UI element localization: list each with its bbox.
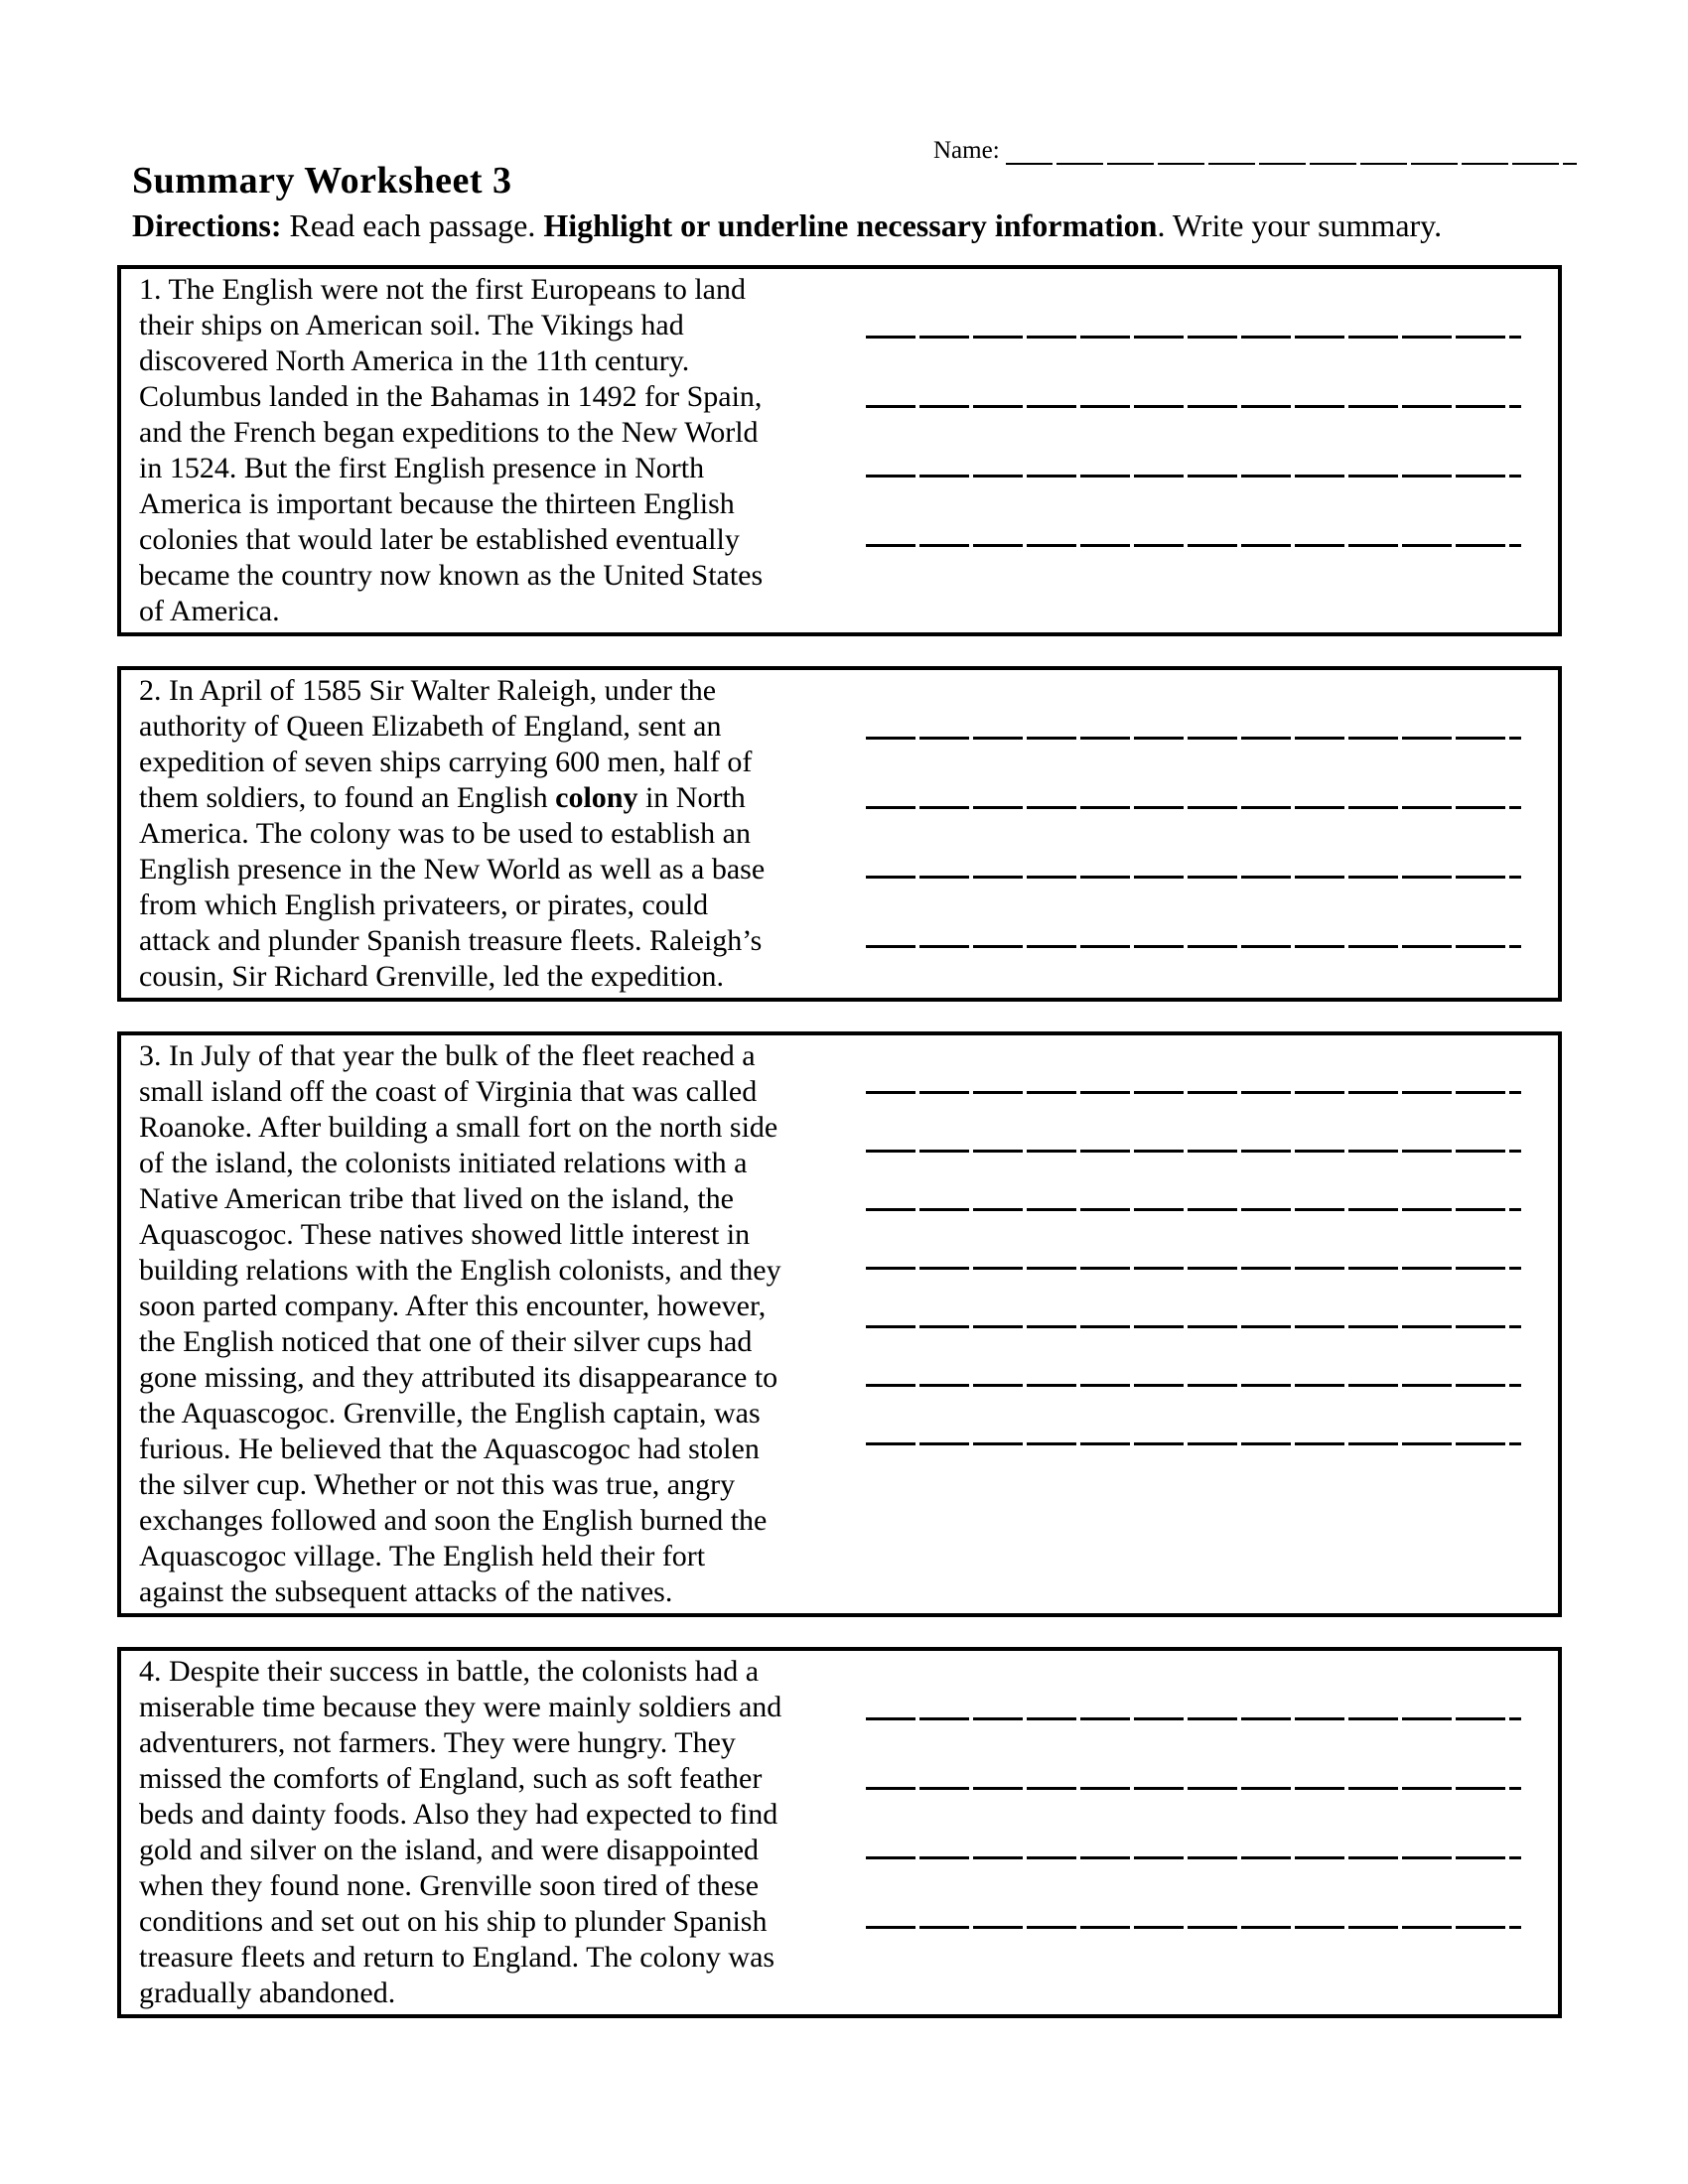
summary-writing-line[interactable]	[866, 1035, 1521, 1094]
passage-line: became the country now known as the United States	[139, 559, 764, 592]
summary-writing-line[interactable]	[866, 1328, 1521, 1387]
summary-writing-line[interactable]	[866, 1651, 1521, 1720]
passage-line: discovered North America in the 11th century.	[139, 344, 690, 377]
summary-answer-area-3	[846, 1035, 1558, 1613]
passage-line: Roanoke. After building a small fort on the north side	[139, 1111, 778, 1144]
passage-box-3	[117, 1031, 1562, 1617]
passage-line: soon parted company. After this encounter, however,	[139, 1290, 767, 1322]
summary-writing-line[interactable]	[866, 339, 1521, 408]
passage-text-3	[121, 1035, 846, 1613]
passage-line: authority of Queen Elizabeth of England, sent an	[139, 710, 722, 743]
passage-line: them soldiers, to found an English colony in North	[139, 781, 746, 814]
passage-line: gradually abandoned.	[139, 1977, 396, 2009]
directions-bold-text: Highlight or underline necessary information	[543, 207, 1158, 243]
passage-line: attack and plunder Spanish treasure fleets. Raleigh’s	[139, 924, 763, 957]
passage-line: America. The colony was to be used to establish an	[139, 817, 751, 850]
passage-line: of America.	[139, 595, 280, 627]
summary-writing-line[interactable]	[866, 879, 1521, 948]
summary-writing-line[interactable]	[866, 1211, 1521, 1270]
passage-line: in 1524. But the first English presence in North	[139, 452, 705, 484]
passage-line: Columbus landed in the Bahamas in 1492 for Spain,	[139, 380, 763, 413]
summary-writing-line[interactable]	[866, 1790, 1521, 1859]
passage-line: Aquascogoc. These natives showed little interest in	[139, 1218, 751, 1251]
passage-line: miserable time because they were mainly soldiers and	[139, 1691, 782, 1723]
passage-line: the English noticed that one of their silver cups had	[139, 1325, 753, 1358]
passage-boxes	[117, 265, 1562, 2048]
summary-writing-line[interactable]	[866, 809, 1521, 879]
passage-text-4	[121, 1651, 846, 2014]
passage-box-1	[117, 265, 1562, 636]
summary-writing-line[interactable]	[866, 1270, 1521, 1328]
name-row	[933, 137, 1577, 165]
passage-text-1	[121, 269, 846, 632]
summary-writing-line[interactable]	[866, 740, 1521, 809]
passage-line: cousin, Sir Richard Grenville, led the expedition.	[139, 960, 725, 993]
passage-line: adventurers, not farmers. They were hungry. They	[139, 1726, 736, 1759]
passage-box-4	[117, 1647, 1562, 2018]
passage-line: Aquascogoc village. The English held their fort	[139, 1540, 706, 1572]
passage-line: against the subsequent attacks of the natives.	[139, 1575, 673, 1608]
summary-answer-area-2	[846, 670, 1558, 998]
passage-line: of the island, the colonists initiated relations with a	[139, 1147, 748, 1179]
passage-line: furious. He believed that the Aquascogoc had stolen	[139, 1433, 760, 1465]
directions	[132, 207, 1442, 244]
summary-writing-line[interactable]	[866, 408, 1521, 478]
passage-line: conditions and set out on his ship to plunder Spanish	[139, 1905, 768, 1938]
passage-text-2	[121, 670, 846, 998]
passage-line: Native American tribe that lived on the island, the	[139, 1182, 734, 1215]
passage-line: when they found none. Grenville soon tired of these	[139, 1869, 760, 1902]
passage-line: 2. In April of 1585 Sir Walter Raleigh, under the	[139, 674, 717, 707]
passage-line: 4. Despite their success in battle, the colonists had a	[139, 1655, 760, 1688]
passage-line: gold and silver on the island, and were disappointed	[139, 1834, 760, 1866]
worksheet-title: Summary Worksheet 3	[132, 160, 512, 202]
name-fill-line[interactable]	[1006, 139, 1577, 165]
summary-writing-line[interactable]	[866, 478, 1521, 547]
summary-answer-area-4	[846, 1651, 1558, 2014]
passage-line: the Aquascogoc. Grenville, the English captain, was	[139, 1397, 761, 1430]
name-label: Name:	[933, 137, 1000, 164]
passage-line: 1. The English were not the first Europeans to land	[139, 273, 746, 306]
passage-line: gone missing, and they attributed its disappearance to	[139, 1361, 778, 1394]
passage-box-2	[117, 666, 1562, 1002]
passage-line: English presence in the New World as well as a base	[139, 853, 766, 886]
summary-writing-line[interactable]	[866, 1859, 1521, 1929]
passage-line: their ships on American soil. The Vikings had	[139, 309, 684, 341]
summary-writing-line[interactable]	[866, 1387, 1521, 1445]
passage-line: expedition of seven ships carrying 600 men, half of	[139, 746, 753, 778]
passage-line: colonies that would later be established eventually	[139, 523, 740, 556]
summary-writing-line[interactable]	[866, 1094, 1521, 1153]
directions-label: Directions:	[132, 207, 282, 243]
directions-text-2: . Write your summary.	[1157, 207, 1443, 243]
passage-line: treasure fleets and return to England. The colony was	[139, 1941, 775, 1974]
passage-line: the silver cup. Whether or not this was true, angry	[139, 1468, 736, 1501]
passage-line: small island off the coast of Virginia that was called	[139, 1075, 758, 1108]
passage-line: and the French began expeditions to the New World	[139, 416, 759, 449]
summary-writing-line[interactable]	[866, 1720, 1521, 1790]
directions-text-1: Read each passage.	[281, 207, 544, 243]
passage-line: exchanges followed and soon the English burned the	[139, 1504, 768, 1537]
passage-line: missed the comforts of England, such as soft feather	[139, 1762, 763, 1795]
passage-line: from which English privateers, or pirates, could	[139, 888, 709, 921]
passage-line: beds and dainty foods. Also they had expected to find	[139, 1798, 778, 1831]
summary-writing-line[interactable]	[866, 670, 1521, 740]
summary-writing-line[interactable]	[866, 269, 1521, 339]
summary-writing-line[interactable]	[866, 1153, 1521, 1211]
passage-line: 3. In July of that year the bulk of the fleet reached a	[139, 1039, 756, 1072]
passage-line: building relations with the English colonists, and they	[139, 1254, 781, 1287]
summary-answer-area-1	[846, 269, 1558, 632]
passage-line: America is important because the thirteen English	[139, 487, 735, 520]
